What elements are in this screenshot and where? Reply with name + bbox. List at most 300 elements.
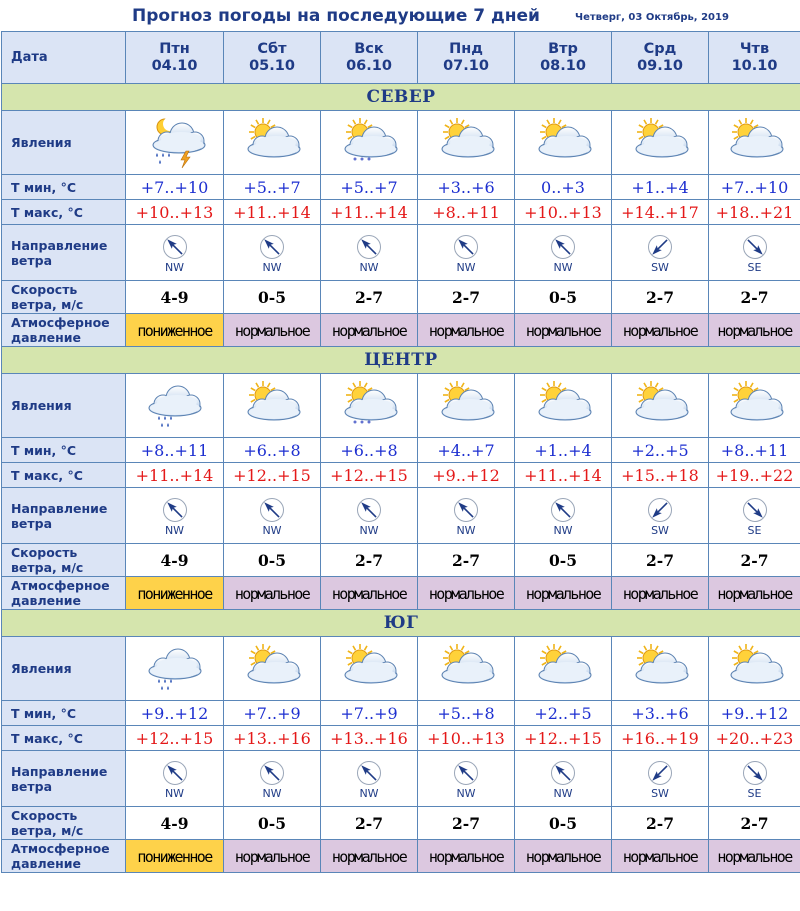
tmax-value: +13..+16 [330, 728, 408, 748]
pressure-value: нормальное [234, 321, 310, 340]
tmax-value: +11..+14 [330, 202, 408, 222]
tmin-row [2, 701, 800, 726]
pressure-cell [224, 314, 321, 347]
weather-cell [418, 374, 515, 438]
tmax-value: +12..+15 [524, 728, 602, 748]
tmin-label: Т мин, °С [2, 438, 126, 463]
tmax-value: +11..+14 [524, 465, 602, 485]
header-row [2, 32, 800, 84]
page-title: Прогноз погоды на последующие 7 дней [132, 6, 540, 26]
tmax-cell [224, 726, 321, 751]
wind-speed-cell [418, 281, 515, 314]
tmax-cell [321, 726, 418, 751]
sun-cloud-icon [430, 378, 502, 434]
pressure-cell [612, 314, 709, 347]
tmin-value: +1..+4 [534, 440, 592, 460]
sun-cloud-icon [527, 115, 599, 171]
compass-icon [356, 497, 382, 523]
wind-speed-row [2, 807, 800, 840]
tmin-cell [224, 438, 321, 463]
region-row [2, 347, 800, 374]
weather-cell [126, 637, 224, 701]
pressure-value: нормальное [525, 584, 601, 603]
pressure-label-line: Атмосферное [11, 315, 110, 330]
tmin-value: +6..+8 [340, 440, 398, 460]
wind-speed-value: 2-7 [354, 813, 383, 833]
tmax-cell [321, 463, 418, 488]
weather-cell [709, 374, 800, 438]
tmin-cell [612, 175, 709, 200]
wind-direction-label: SE [747, 524, 762, 537]
pressure-value: нормальное [525, 321, 601, 340]
wind-speed-value: 0-5 [257, 550, 286, 570]
weather-cell [126, 374, 224, 438]
wind-direction-label-cell-line: Направление [11, 500, 108, 516]
tmax-cell [612, 726, 709, 751]
sun-cloud-icon [430, 641, 502, 697]
tmin-value: +6..+8 [243, 440, 301, 460]
wind-direction-label: NW [456, 787, 476, 800]
wind-speed-value: 2-7 [354, 287, 383, 307]
tmin-cell [418, 438, 515, 463]
tmin-cell [418, 701, 515, 726]
wind-direction-label: NW [456, 524, 476, 537]
wind-direction-label: NW [553, 524, 573, 537]
wind-direction-label: NW [359, 524, 379, 537]
wind-direction-label-cell-line: Направление [11, 763, 108, 779]
cloud-rain-icon [139, 378, 211, 434]
current-date: Четверг, 03 Октябрь, 2019 [575, 12, 729, 23]
tmax-value: +13..+16 [233, 728, 311, 748]
wind-direction-cell [224, 225, 321, 281]
day-name: Сбт [257, 40, 287, 57]
weather-cell [515, 374, 612, 438]
phenomena-row [2, 637, 800, 701]
weather-cell [612, 374, 709, 438]
wind-speed-cell [709, 544, 800, 577]
pressure-cell [321, 840, 418, 873]
tmin-value: +9..+12 [140, 703, 209, 723]
tmax-value: +12..+15 [135, 728, 214, 748]
pressure-label [2, 840, 126, 873]
forecast-table [1, 31, 800, 873]
tmin-cell [709, 701, 800, 726]
wind-speed-value: 2-7 [740, 550, 769, 570]
tmax-value: +16..+19 [621, 728, 699, 748]
tmin-cell [224, 175, 321, 200]
compass-icon [259, 760, 285, 786]
pressure-row [2, 314, 800, 347]
date-header: Дата [2, 32, 126, 84]
wind-speed-cell [515, 807, 612, 840]
wind-speed-label-line: ветра, м/с [11, 560, 84, 575]
tmin-cell [515, 438, 612, 463]
region-name: ЮГ [2, 610, 800, 637]
tmax-row [2, 200, 800, 225]
wind-direction-label: SE [747, 787, 762, 800]
sun-cloud-icon [236, 378, 308, 434]
tmin-cell [126, 701, 224, 726]
pressure-value: пониженное [137, 321, 212, 340]
tmax-value: +14..+17 [621, 202, 699, 222]
wind-speed-cell [126, 544, 224, 577]
pressure-value: нормальное [717, 847, 792, 866]
wind-direction-cell [515, 751, 612, 807]
wind-speed-cell [418, 544, 515, 577]
pressure-row [2, 840, 800, 873]
pressure-cell [709, 314, 800, 347]
wind-speed-cell [612, 281, 709, 314]
tmin-value: +7..+10 [720, 177, 789, 197]
wind-direction-label-cell [2, 225, 126, 281]
compass-icon [356, 760, 382, 786]
tmin-cell [321, 175, 418, 200]
wind-speed-label [2, 281, 126, 314]
compass-icon [162, 497, 188, 523]
tmin-cell [418, 175, 515, 200]
wind-direction-label-cell-line: ветра [11, 778, 53, 794]
pressure-label-line: давление [11, 330, 81, 345]
wind-direction-cell [612, 225, 709, 281]
wind-speed-cell [709, 281, 800, 314]
tmax-cell [418, 200, 515, 225]
tmax-cell [612, 463, 709, 488]
phenomena-row [2, 374, 800, 438]
region-row [2, 84, 800, 111]
day-name: Чтв [739, 40, 770, 57]
tmax-cell [321, 200, 418, 225]
wind-speed-value: 4-9 [160, 550, 189, 570]
sun-cloud-icon [719, 115, 791, 171]
tmax-cell [126, 463, 224, 488]
tmin-value: +5..+7 [243, 177, 301, 197]
wind-speed-cell [321, 807, 418, 840]
tmax-value: +12..+15 [233, 465, 311, 485]
wind-speed-value: 2-7 [740, 287, 769, 307]
tmax-value: +11..+14 [135, 465, 214, 485]
phenomena-label: Явления [2, 637, 126, 701]
day-header [321, 32, 418, 84]
wind-direction-cell [224, 751, 321, 807]
tmax-cell [515, 463, 612, 488]
pressure-cell [418, 840, 515, 873]
sun-cloud-icon [624, 115, 696, 171]
day-name: Пнд [449, 40, 483, 57]
tmin-value: +4..+7 [437, 440, 495, 460]
tmin-cell [126, 438, 224, 463]
pressure-cell [515, 314, 612, 347]
tmax-value: +15..+18 [621, 465, 699, 485]
wind-speed-label-line: Скорость [11, 545, 78, 560]
weather-cell [612, 637, 709, 701]
tmin-value: +5..+7 [340, 177, 398, 197]
tmin-value: +7..+9 [340, 703, 398, 723]
wind-direction-label: NW [164, 261, 185, 274]
day-date: 10.10 [731, 57, 778, 74]
wind-direction-row [2, 488, 800, 544]
compass-icon [647, 497, 673, 523]
wind-direction-label: NW [164, 787, 185, 800]
compass-icon [742, 234, 768, 260]
pressure-cell [515, 840, 612, 873]
tmax-cell [515, 726, 612, 751]
pressure-value: нормальное [428, 584, 504, 603]
day-date: 08.10 [540, 57, 586, 74]
wind-direction-cell [126, 225, 224, 281]
wind-direction-label: SW [651, 524, 669, 537]
wind-direction-cell [418, 751, 515, 807]
pressure-value: пониженное [137, 584, 212, 603]
tmax-cell [709, 726, 800, 751]
compass-icon [162, 234, 188, 260]
compass-icon [647, 234, 673, 260]
tmax-value: +10..+13 [524, 202, 602, 222]
wind-direction-label: NW [359, 261, 379, 274]
weather-cell [321, 374, 418, 438]
tmin-cell [321, 438, 418, 463]
pressure-value: нормальное [234, 847, 310, 866]
wind-direction-label: SE [747, 261, 762, 274]
tmin-value: +8..+11 [720, 440, 789, 460]
sun-cloud-icon [236, 115, 308, 171]
tmax-row [2, 726, 800, 751]
weather-cell [418, 111, 515, 175]
wind-speed-cell [612, 544, 709, 577]
compass-icon [550, 234, 576, 260]
day-header [612, 32, 709, 84]
pressure-cell [126, 577, 224, 610]
pressure-value: нормальное [234, 584, 310, 603]
wind-speed-row [2, 544, 800, 577]
compass-icon [742, 760, 768, 786]
tmax-cell [612, 200, 709, 225]
phenomena-label: Явления [2, 111, 126, 175]
wind-direction-cell [709, 751, 800, 807]
day-header [418, 32, 515, 84]
tmin-cell [515, 701, 612, 726]
pressure-cell [126, 840, 224, 873]
tmax-value: +19..+22 [715, 465, 794, 485]
pressure-cell [224, 577, 321, 610]
wind-speed-cell [126, 281, 224, 314]
weather-cell [321, 111, 418, 175]
wind-direction-label: SW [651, 261, 669, 274]
tmin-cell [321, 701, 418, 726]
wind-speed-value: 0-5 [548, 287, 577, 307]
day-name: Вск [354, 40, 384, 57]
pressure-value: нормальное [428, 321, 504, 340]
weather-cell [515, 637, 612, 701]
wind-speed-value: 2-7 [451, 287, 480, 307]
wind-speed-cell [515, 281, 612, 314]
wind-direction-label: NW [262, 787, 282, 800]
tmax-value: +20..+23 [715, 728, 794, 748]
wind-speed-value: 0-5 [548, 813, 577, 833]
weather-cell [224, 374, 321, 438]
wind-direction-cell [515, 225, 612, 281]
tmin-cell [224, 701, 321, 726]
day-header [224, 32, 321, 84]
region-name: ЦЕНТР [2, 347, 800, 374]
wind-speed-cell [126, 807, 224, 840]
sun-cloud-light-rain-icon [333, 378, 405, 434]
compass-icon [453, 497, 479, 523]
pressure-value: нормальное [717, 321, 792, 340]
weather-cell [709, 111, 800, 175]
tmax-cell [126, 200, 224, 225]
tmax-row [2, 463, 800, 488]
weather-cell [126, 111, 224, 175]
tmax-cell [224, 200, 321, 225]
wind-direction-cell [612, 488, 709, 544]
day-name: Птн [159, 40, 190, 57]
wind-direction-cell [126, 751, 224, 807]
wind-speed-label-line: ветра, м/с [11, 823, 84, 838]
pressure-cell [612, 577, 709, 610]
compass-icon [742, 497, 768, 523]
day-name: Срд [643, 40, 677, 57]
wind-speed-value: 2-7 [645, 813, 674, 833]
sun-cloud-icon [333, 641, 405, 697]
tmax-value: +12..+15 [330, 465, 408, 485]
pressure-label-line: давление [11, 593, 81, 608]
wind-direction-label-cell [2, 751, 126, 807]
compass-icon [647, 760, 673, 786]
moon-cloud-thunder-rain-icon [139, 115, 211, 171]
wind-direction-cell [321, 225, 418, 281]
wind-direction-label-cell-line: Направление [11, 237, 108, 253]
tmin-value: +2..+5 [534, 703, 592, 723]
pressure-cell [418, 577, 515, 610]
tmin-value: +1..+4 [631, 177, 689, 197]
compass-icon [356, 234, 382, 260]
wind-speed-cell [612, 807, 709, 840]
pressure-value: пониженное [137, 847, 212, 866]
tmin-label: Т мин, °С [2, 701, 126, 726]
day-header [126, 32, 224, 84]
wind-direction-label: NW [553, 787, 573, 800]
pressure-value: нормальное [622, 321, 698, 340]
wind-speed-cell [224, 807, 321, 840]
compass-icon [162, 760, 188, 786]
tmin-label: Т мин, °С [2, 175, 126, 200]
weather-cell [515, 111, 612, 175]
wind-speed-value: 0-5 [257, 287, 286, 307]
tmin-value: +8..+11 [140, 440, 209, 460]
compass-icon [550, 760, 576, 786]
tmax-cell [515, 200, 612, 225]
wind-speed-label-line: ветра, м/с [11, 297, 84, 312]
pressure-label-line: Атмосферное [11, 578, 110, 593]
tmin-value: +2..+5 [631, 440, 689, 460]
tmin-cell [612, 701, 709, 726]
wind-speed-value: 2-7 [451, 813, 480, 833]
wind-speed-cell [224, 281, 321, 314]
sun-cloud-light-rain-icon [333, 115, 405, 171]
tmin-value: +3..+6 [631, 703, 689, 723]
wind-speed-value: 0-5 [548, 550, 577, 570]
pressure-value: нормальное [428, 847, 504, 866]
pressure-label-line: Атмосферное [11, 841, 110, 856]
wind-speed-value: 4-9 [160, 813, 189, 833]
tmax-cell [126, 726, 224, 751]
compass-icon [259, 234, 285, 260]
pressure-value: нормальное [525, 847, 601, 866]
wind-speed-label-line: Скорость [11, 808, 78, 823]
wind-speed-cell [515, 544, 612, 577]
wind-direction-cell [515, 488, 612, 544]
wind-direction-cell [224, 488, 321, 544]
sun-cloud-icon [719, 641, 791, 697]
sun-cloud-icon [527, 641, 599, 697]
weather-cell [224, 637, 321, 701]
pressure-cell [224, 840, 321, 873]
pressure-cell [709, 840, 800, 873]
wind-direction-label: NW [164, 524, 185, 537]
pressure-cell [321, 314, 418, 347]
pressure-value: нормальное [331, 847, 407, 866]
weather-cell [321, 637, 418, 701]
wind-speed-label [2, 807, 126, 840]
tmin-row [2, 438, 800, 463]
wind-direction-cell [709, 225, 800, 281]
compass-icon [453, 760, 479, 786]
compass-icon [550, 497, 576, 523]
wind-speed-row [2, 281, 800, 314]
tmin-value: +7..+10 [140, 177, 209, 197]
pressure-label [2, 314, 126, 347]
tmin-value: +5..+8 [437, 703, 495, 723]
wind-speed-cell [321, 281, 418, 314]
wind-speed-value: 2-7 [645, 550, 674, 570]
day-date: 09.10 [637, 57, 683, 74]
tmax-value: +10..+13 [427, 728, 505, 748]
wind-direction-cell [126, 488, 224, 544]
tmin-cell [709, 438, 800, 463]
tmin-cell [612, 438, 709, 463]
sun-cloud-icon [624, 378, 696, 434]
day-header [515, 32, 612, 84]
tmin-row [2, 175, 800, 200]
wind-speed-value: 2-7 [645, 287, 674, 307]
weather-cell [224, 111, 321, 175]
tmax-value: +18..+21 [715, 202, 794, 222]
tmax-label: Т макс, °С [2, 200, 126, 225]
wind-direction-cell [612, 751, 709, 807]
tmin-cell [126, 175, 224, 200]
day-date: 06.10 [346, 57, 392, 74]
pressure-label [2, 577, 126, 610]
pressure-cell [321, 577, 418, 610]
sun-cloud-icon [430, 115, 502, 171]
wind-direction-cell [321, 488, 418, 544]
pressure-row [2, 577, 800, 610]
wind-speed-cell [418, 807, 515, 840]
wind-speed-cell [709, 807, 800, 840]
sun-cloud-icon [236, 641, 308, 697]
tmax-label: Т макс, °С [2, 726, 126, 751]
pressure-value: нормальное [717, 584, 792, 603]
wind-speed-value: 4-9 [160, 287, 189, 307]
tmax-cell [224, 463, 321, 488]
tmax-cell [418, 726, 515, 751]
cloud-rain-icon [139, 641, 211, 697]
weather-cell [612, 111, 709, 175]
pressure-value: нормальное [331, 321, 407, 340]
wind-speed-value: 2-7 [451, 550, 480, 570]
wind-direction-label: SW [651, 787, 669, 800]
weather-cell [418, 637, 515, 701]
